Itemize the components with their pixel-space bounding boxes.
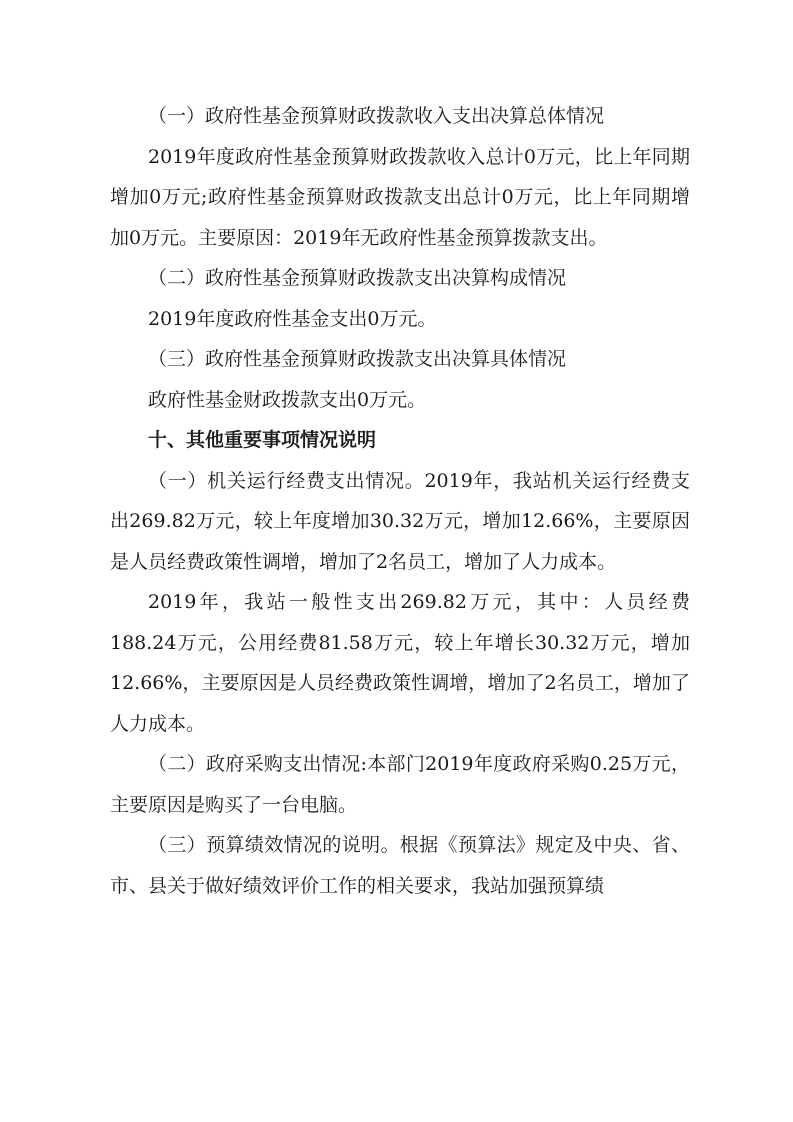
paragraph-fund-details: 政府性基金财政拨款支出0万元。 xyxy=(148,388,427,411)
subsection-title-fund-details: （三）政府性基金预算财政拨款支出决算具体情况 xyxy=(148,348,567,370)
paragraph-operating-expenses: （一）机关运行经费支出情况。2019年，我站机关运行经费支出269.82万元，较上年度增加30.32万元，增加12.66%，主要原因是人员经费政策性调增，增加了2名员工，增加了人力成本。 xyxy=(110,469,690,573)
section-heading-other-matters: 十、其他重要事项情况说明 xyxy=(148,429,377,451)
paragraph-fund-composition: 2019年度政府性基金支出0万元。 xyxy=(148,307,437,330)
paragraph-general-expenses: 2019年，我站一般性支出269.82万元，其中：人员经费188.24万元，公用经费81.58万元，较上年增长30.32万元，增加12.66%，主要原因是人员经费政策性调增，增加了2名员工，增加了人力成本。 xyxy=(110,591,690,735)
subsection-title-fund-overview: （一）政府性基金预算财政拨款收入支出决算总体情况 xyxy=(148,105,605,127)
document-body xyxy=(110,96,690,906)
paragraph-fund-overview: 2019年度政府性基金预算财政拨款收入总计0万元，比上年同期增加0万元;政府性基金预算财政拨款支出总计0万元，比上年同期增加0万元。主要原因：2019年无政府性基金预算拨款支出。 xyxy=(110,145,690,249)
subsection-title-fund-composition: （二）政府性基金预算财政拨款支出决算构成情况 xyxy=(148,267,567,289)
paragraph-performance: （三）预算绩效情况的说明。根据《预算法》规定及中央、省、市、县关于做好绩效评价工作的相关要求，我站加强预算绩 xyxy=(110,834,690,897)
paragraph-procurement: （二）政府采购支出情况:本部门2019年度政府采购0.25万元，主要原因是购买了一台电脑。 xyxy=(110,753,690,816)
